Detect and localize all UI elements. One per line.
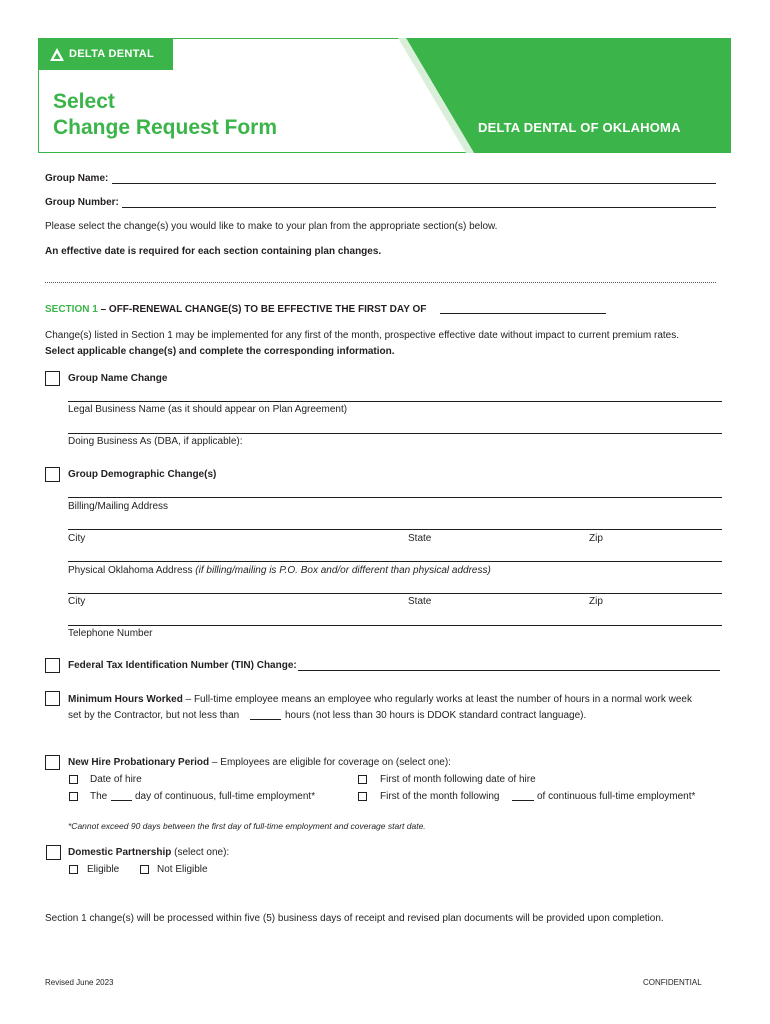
probation-text: – Employees are eligible for coverage on (select one): xyxy=(209,757,451,768)
physical-address-note: (if billing/mailing is P.O. Box and/or different than physical address) xyxy=(195,565,491,576)
min-hours-text2b: hours (not less than 30 hours is DDOK standard contract language). xyxy=(285,710,587,721)
partnership-checkbox[interactable] xyxy=(46,845,61,860)
partnership-label: Domestic Partnership xyxy=(68,847,172,858)
logo-text: DELTA DENTAL xyxy=(69,48,155,60)
partnership-text: (select one): xyxy=(171,847,230,858)
dba-field[interactable] xyxy=(68,433,722,434)
probation-opt-day-label-a: The xyxy=(90,791,108,802)
billing-city-state-zip-field[interactable] xyxy=(68,529,722,530)
probation-line xyxy=(68,757,451,769)
min-hours-line1 xyxy=(68,694,692,706)
instruction-text: Please select the change(s) you would like to make to your plan from the appropriate section(s) below. xyxy=(45,221,498,232)
section1-heading-text: – OFF-RENEWAL CHANGE(S) TO BE EFFECTIVE THE FIRST DAY OF xyxy=(97,304,427,315)
partnership-line xyxy=(68,847,229,859)
group-name-change-label: Group Name Change xyxy=(68,373,168,384)
probation-opt-first-month-following-field[interactable] xyxy=(512,800,534,801)
telephone-label: Telephone Number xyxy=(68,628,153,639)
min-hours-text2a: set by the Contractor, but not less than xyxy=(68,710,240,721)
section1-date-field[interactable] xyxy=(440,313,606,314)
billing-zip-label: Zip xyxy=(589,533,603,544)
probation-opt-date-of-hire-label: Date of hire xyxy=(90,774,142,785)
group-name-change-checkbox[interactable] xyxy=(45,371,60,386)
probation-opt-day-label-b: day of continuous, full-time employment* xyxy=(135,791,316,802)
physical-zip-label: Zip xyxy=(589,596,603,607)
group-number-label: Group Number: xyxy=(45,197,119,208)
billing-address-label: Billing/Mailing Address xyxy=(68,501,169,512)
probation-opt-first-month-label: First of month following date of hire xyxy=(380,774,536,785)
effective-date-note: An effective date is required for each section containing plan changes. xyxy=(45,246,382,257)
physical-address-field[interactable] xyxy=(68,561,722,562)
footer-confidential: CONFIDENTIAL xyxy=(643,978,702,987)
group-name-label: Group Name: xyxy=(45,173,109,184)
probation-opt-day-field[interactable] xyxy=(111,800,132,801)
tin-checkbox[interactable] xyxy=(45,658,60,673)
probation-opt-day-checkbox[interactable] xyxy=(69,792,78,801)
billing-address-field[interactable] xyxy=(68,497,722,498)
billing-city-label: City xyxy=(68,533,86,544)
processing-note: Section 1 change(s) will be processed within five (5) business days of receipt and revised plan documents will be provided upon completion. xyxy=(45,913,664,924)
probation-opt-first-month-following-label-a: First of the month following xyxy=(380,791,500,802)
tin-field[interactable] xyxy=(298,670,720,671)
legal-name-field[interactable] xyxy=(68,401,722,402)
probation-label: New Hire Probationary Period xyxy=(68,757,210,768)
demographic-change-label: Group Demographic Change(s) xyxy=(68,469,217,480)
probation-checkbox[interactable] xyxy=(45,755,60,770)
dotted-divider xyxy=(45,282,716,283)
min-hours-label: Minimum Hours Worked xyxy=(68,694,183,705)
header-banner xyxy=(38,38,731,153)
section1-desc2: Select applicable change(s) and complete the corresponding information. xyxy=(45,346,395,357)
physical-address-label xyxy=(68,565,491,577)
section1-heading xyxy=(45,304,426,316)
physical-state-label: State xyxy=(408,596,432,607)
footer-revised: Revised June 2023 xyxy=(45,978,114,987)
probation-footnote: *Cannot exceed 90 days between the first day of full-time employment and coverage start date. xyxy=(68,821,426,831)
partnership-eligible-label: Eligible xyxy=(87,864,120,875)
company-name: DELTA DENTAL OF OKLAHOMA xyxy=(478,120,681,135)
form-title-line2: Change Request Form xyxy=(53,116,278,139)
delta-dental-logo xyxy=(50,46,154,62)
min-hours-text1: – Full-time employee means an employee who regularly works at least the number of hours in a normal work week xyxy=(182,694,692,705)
section1-desc1: Change(s) listed in Section 1 may be implemented for any first of the month, prospective effective date without impact to current premium rates. xyxy=(45,330,680,341)
group-number-field[interactable] xyxy=(122,207,716,208)
partnership-not-eligible-label: Not Eligible xyxy=(157,864,208,875)
legal-name-label: Legal Business Name (as it should appear on Plan Agreement) xyxy=(68,404,348,415)
physical-address-text: Physical Oklahoma Address xyxy=(68,565,193,576)
telephone-field[interactable] xyxy=(68,625,722,626)
probation-opt-first-month-checkbox[interactable] xyxy=(358,775,367,784)
dba-label: Doing Business As (DBA, if applicable): xyxy=(68,436,243,447)
min-hours-checkbox[interactable] xyxy=(45,691,60,706)
probation-opt-first-month-following-checkbox[interactable] xyxy=(358,792,367,801)
group-name-field[interactable] xyxy=(112,183,716,184)
min-hours-field[interactable] xyxy=(250,719,281,720)
demographic-change-checkbox[interactable] xyxy=(45,467,60,482)
partnership-eligible-checkbox[interactable] xyxy=(69,865,78,874)
delta-triangle-icon xyxy=(50,48,64,61)
probation-opt-first-month-following-label-b: of continuous full-time employment* xyxy=(537,791,696,802)
form-title-line1: Select xyxy=(53,90,115,113)
tin-label: Federal Tax Identification Number (TIN) Change: xyxy=(68,660,297,671)
physical-city-state-zip-field[interactable] xyxy=(68,593,722,594)
physical-city-label: City xyxy=(68,596,86,607)
section1-label: SECTION 1 xyxy=(45,304,98,315)
probation-opt-date-of-hire-checkbox[interactable] xyxy=(69,775,78,784)
partnership-not-eligible-checkbox[interactable] xyxy=(140,865,149,874)
billing-state-label: State xyxy=(408,533,432,544)
